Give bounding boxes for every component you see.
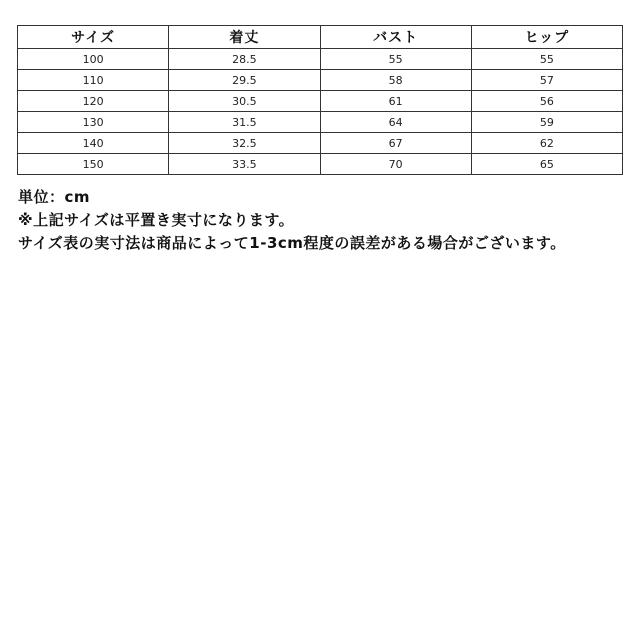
table-row — [18, 91, 623, 112]
cell-length: 28.5 — [169, 49, 320, 70]
header-size: サイズ — [18, 26, 169, 49]
cell-size: 100 — [18, 49, 169, 70]
tolerance-note: サイズ表の実寸法は商品によって1-3cm程度の誤差がある場合がございます。 — [18, 234, 566, 252]
cell-hip: 56 — [471, 91, 622, 112]
cell-length: 32.5 — [169, 133, 320, 154]
table-row — [18, 70, 623, 91]
cell-size: 120 — [18, 91, 169, 112]
cell-length: 33.5 — [169, 154, 320, 175]
table-header-row — [18, 26, 623, 49]
cell-hip: 62 — [471, 133, 622, 154]
cell-size: 140 — [18, 133, 169, 154]
cell-bust: 55 — [320, 49, 471, 70]
cell-length: 30.5 — [169, 91, 320, 112]
cell-bust: 67 — [320, 133, 471, 154]
flat-measure-note: ※上記サイズは平置き実寸になります。 — [18, 211, 295, 229]
size-notes — [18, 186, 628, 255]
header-bust: バスト — [320, 26, 471, 49]
cell-hip: 59 — [471, 112, 622, 133]
table-row — [18, 112, 623, 133]
cell-length: 31.5 — [169, 112, 320, 133]
cell-bust: 64 — [320, 112, 471, 133]
cell-hip: 65 — [471, 154, 622, 175]
unit-note: 単位：cm — [18, 188, 91, 206]
header-hip: ヒップ — [471, 26, 622, 49]
cell-bust: 58 — [320, 70, 471, 91]
cell-bust: 61 — [320, 91, 471, 112]
cell-bust: 70 — [320, 154, 471, 175]
table-row — [18, 133, 623, 154]
table-row — [18, 49, 623, 70]
table-row — [18, 154, 623, 175]
cell-hip: 55 — [471, 49, 622, 70]
cell-size: 150 — [18, 154, 169, 175]
header-length: 着丈 — [169, 26, 320, 49]
cell-size: 110 — [18, 70, 169, 91]
size-chart-table — [17, 25, 623, 175]
cell-length: 29.5 — [169, 70, 320, 91]
cell-hip: 57 — [471, 70, 622, 91]
cell-size: 130 — [18, 112, 169, 133]
